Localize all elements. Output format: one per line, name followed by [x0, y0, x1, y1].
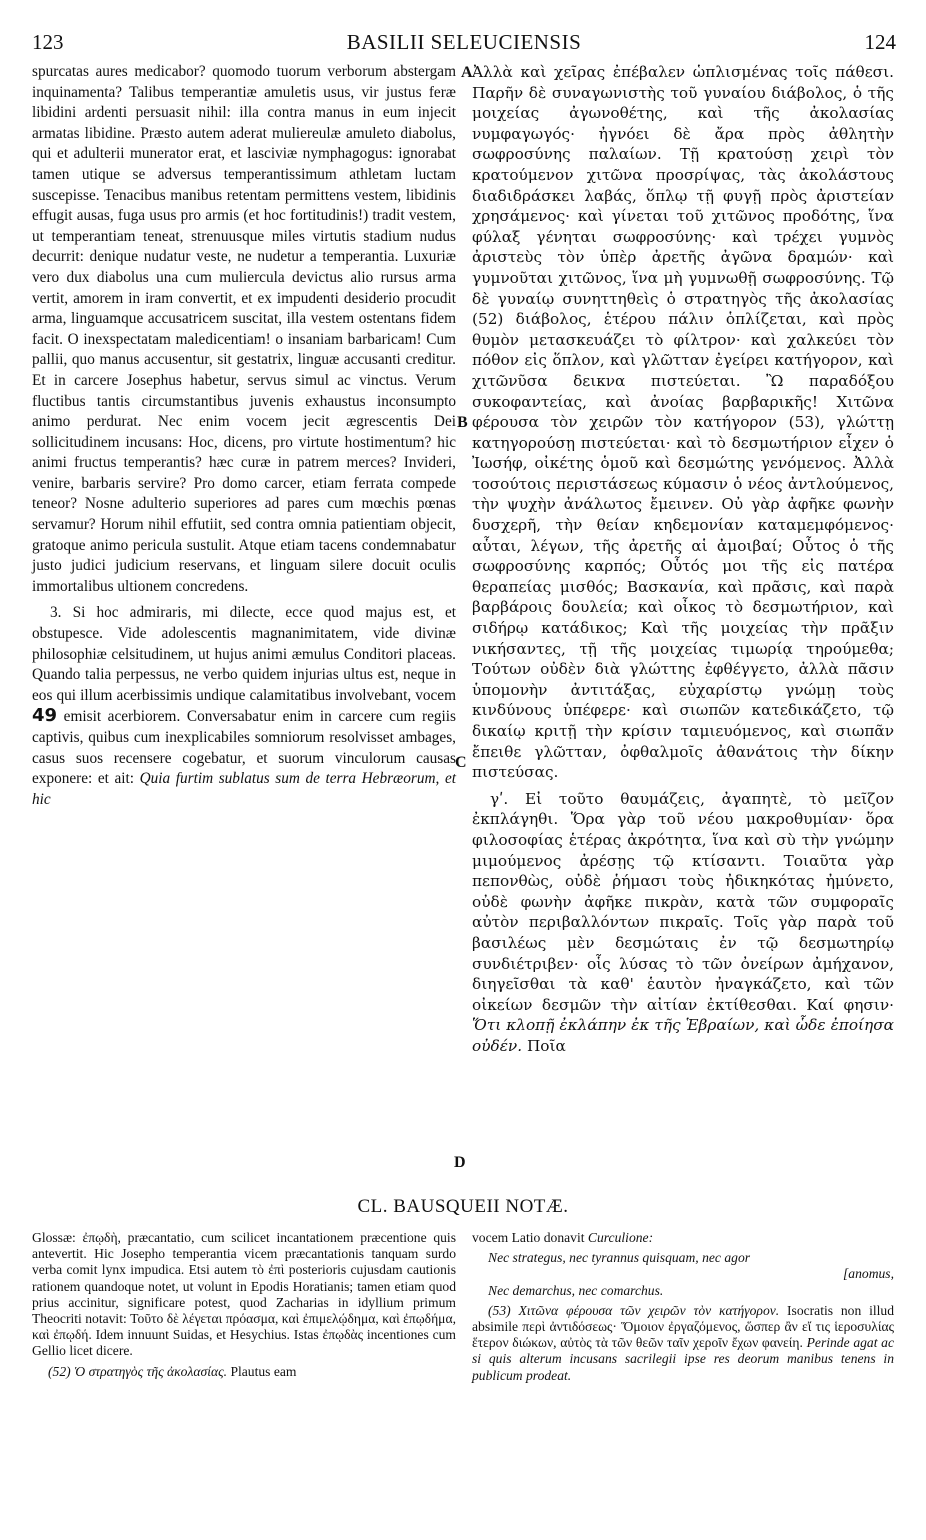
latin-paragraph-1: spurcatas aures medicabor? quomodo tuorum verborum abstergam inquinamenta? Talibus temperantiæ amuletis usus, vir justus feræ libidini ardenti persuasit nihil: illa contra manus in eum injecit armatas libidine. Præsto autem aderat muliereulæ amuleto diabolus, qui et adulterii munerator erat, et lasciviæ nymphagogus: ignorabat tamen utique se adversus temperantissimum athletam luctam suscepisse. Tenacibus manibus retentam permittens vestem, libidinis effugit ausas, fuga usus pro armis (et hoc fortitudinis!) tradit vestem, ut temperantiam teneat, strenuusque miles virtutis stadium nudus decurrit: denique nudatur veste, ne nudetur a temperantia. Luxuriæ vero dux diabolus una cum muliercula devictus alio rursus arma vertit, amorem in iram convertit, et ex impudenti desiderio procudit arma, linguamque accusatricem suscitat, illa vestem ostentans fidem facit. O inexspectatam maledicentiam! o insaniam barbaricam! Cum pallii, quo manus accusentur, sit gestatrix, linguæ accusanti creditur. Et in carcere Josephus habetur, servus simul ac vinctus. Verum fluctibus tantis circumstantibus juvenis exhaustus inconsumpto animo perdurat. Nec enim vocem jecit ægrescentis Dei sollicitudinem incusans: Hoc, dicens, pro virtute hostimentum? hic animi fructus temperantis? hæc curæ in patrem merces? Invideri, venire, barbaris servire? Pro domo carcer, etiam ferrata compede teneor? Nosne adulterio superiores ad pares cum mœchis pœnas servamur? Horum nihil effutiit, sed contra omnia patientiam objecit, gratoque animo pericula sustulit. Atque etiam tacens condemnabatur justo judici judicium reservans, et linguam silere docuit oculis immortalibus ultionem concredens.: [32, 63, 456, 595]
greek-p3-start: γʹ. Εἰ τοῦτο θαυμάζεις, ἀγαπητὲ, τὸ μεῖζον ἐκπλάγηθι. Ὅρα γὰρ τοῦ νέου μακροθυμίαν· ὅρα φιλοσοφίας ἑτέρας ἀκρότητα, ἵνα καὶ σὺ τὴν γνώμην μιμούμενος ἀρέσῃς τῷ κτίσαντι. Τοιαῦτα γὰρ πεπονθὼς, οὐδὲ ῥήμασι τοὺς ἠδικηκότας ἠμύνετο, οὐδὲ φωνὴν ἀφῆκε πικρὰν, κατὰ τῶν συμφοραῖς αὐτὸν περιβαλλόντων πικραῖς. Τοῖς γὰρ παρὰ τοῦ βασιλέως μὲν δεσμώταις ἐν τῷ δεσμωτηρίῳ συνδιέτριβεν· οἷς λύσας τὸ τῶν ὀνείρων ἀμήχανον, διηγεῖσθαι τὰ καθ' ἑαυτὸν ἠναγκάζετο, καὶ τῶν οἰκείων δεσμῶν τὴν αἰτίαν ἐκτίθεσθαι. Καί φησιν·: [472, 789, 894, 1014]
notes-heading: CL. BAUSQUEII NOTÆ.: [357, 1196, 569, 1217]
latin-column: [32, 62, 456, 810]
margin-letter-c: C: [455, 754, 467, 771]
note-glossae: Glossæ: ἐπῳδὴ, præcantatio, cum scilicet incantationem præcentione quis antevertit. Hic Josepho temperantia vicem præcantationis tanquam surdo verba comit lynx impudica. Etsi autem τὸ ἐπὶ posterioris cujusdam cautionis rationem quandoque notet, ut volunt in Epodis Horatianis; tamen etiam quod prius accinitur, significare potest, quod Zacharias in idyllium primum Theocriti notavit: Τοῦτο δὲ λέγεται πρόασμα, καὶ ἐπιμελῴδημα, καὶ ἐπῳδήμα, καὶ ἐπῳδή. Idem innuunt Suidas, et Hesychius. Istas ἐπῳδὰς incentiones cum Gellio licet dicere.: [32, 1230, 456, 1359]
right-page-number: 124: [864, 30, 896, 54]
note-53-italic: Perinde agat ac si quis alterum incusans sacrilegii ipse res deorum manibus tenens in publicum prodeat.: [472, 1335, 894, 1383]
note-52-text: Plautus eam: [230, 1363, 297, 1379]
verse-line-1-overflow: [anomus,: [843, 1266, 894, 1282]
latin-p3-mid: emisit acerbiorem. Conversabatur enim in carcere cum regiis captivis, quibus cum inexplicabiles somniorum resolvisset ambages, casus suos recensere cogebatur, et suorum vinculorum causas exponere: et ait:: [32, 708, 457, 788]
latin-p3-start: 3. Si hoc admiraris, mi dilecte, ecce quod majus est, et obstupesce. Vide adolescentis magnanimitatem, vide divinæ philosophiæ celsitudinem, ut hujus animi æmulus Conditori placeas. Quando talia perpessus, ne verbo quidem injurias ultus est, neque in eos qui illum acerbissimis undique calamitatibus involvebant, vocem: [32, 604, 456, 704]
margin-letter-a: A: [461, 64, 473, 81]
note-52-cont-italic: Curculione:: [587, 1230, 654, 1245]
note-52-label: (52) Ὁ στρατηγὸς τῆς ἀκολασίας.: [48, 1363, 228, 1379]
note-52: [32, 1364, 456, 1380]
column-number-49: 49: [32, 705, 58, 727]
verse-line-2: Nec demarchus, nec comarchus.: [488, 1282, 664, 1298]
greek-paragraph-3: [472, 789, 894, 1057]
note-52-cont-text: vocem Latio donavit: [472, 1230, 585, 1245]
notes-left-column: [32, 1230, 456, 1380]
latin-quote: Quia furtim sublatus sum de terra Hebræorum, et hic: [32, 770, 456, 808]
note-53-label: (53) Χιτῶνα φέρουσα τῶν χειρῶν τὸν κατήγορον.: [488, 1302, 780, 1318]
left-page-number: 123: [32, 30, 64, 54]
note-52-continuation: [472, 1230, 894, 1246]
greek-p3-end: Ποῖα: [526, 1036, 566, 1055]
running-title: BASILII SELEUCIENSIS: [346, 30, 582, 54]
margin-letter-b: B: [457, 414, 468, 431]
greek-paragraph-1: Ἀλλὰ καὶ χεῖρας ἐπέβαλεν ὡπλισμένας τοῖς πάθεσι. Παρῆν δὲ συναγωνιστὴς τοῦ γυναίου διάβολος, ὁ τῆς μοιχείας ἀγωνοθέτης, καὶ τῆς ἀκολασίας νυμφαγωγός· ἠγνόει δὲ ἄρα πρὸς ἀθλητὴν σωφροσύνης παλαίων. Τῇ κρατούσῃ χειρὶ τὸν κρατούμενον χιτῶνα προσρίψας, τὰς ἀκολάστους διαδιδράσκει λαβάς, ὅπλῳ τῇ φυγῇ πρὸς ἀριστείαν χρησάμενος· καὶ γίνεται τοῦ χιτῶνος προδότης, ἵνα φύλαξ γένηται σωφροσύνης· καὶ τρέχει γυμνὸς ἀριστεὺς τὸν ὑπὲρ ἀρετῆς ἀγῶνα δραμών· καὶ γυμνοῦται χιτῶνος, ἵνα μὴ γυμνωθῇ σωφροσύνης. Τῷ δὲ γυναίῳ συνηττηθεὶς ὁ στρατηγὸς τῆς ἀκολασίας (52) διάβολος, ἑτέρου πάλιν ὁπλίζεται, καὶ πρὸς θυμὸν μετασκευάζει τὸ φίλτρον· καὶ χαλκεύει τὸν πόθον εἰς ὅπλον, καὶ γλῶτταν ἐγείρει κατήγορον, καὶ χιτῶνῦσα δεικνα πιστεύεται. Ὢ παραδόξου συκοφαντείας, καὶ ἀνοίας βαρβαρικῆς! Χιτῶνα φέρουσα τὸν χειρῶν τὸν κατήγορον (53), γλώττῃ κατηγορούσῃ πιστεύεται· καὶ τὸ δεσμωτήριον εἶχεν ὁ Ἰωσήφ, οἰκέτης ὁμοῦ καὶ δεσμώτης γενόμενος. Ἀλλὰ τοσούτοις περιστάσεως κύμασιν ὁ νέος ἀντλούμενος, τὴν ψυχὴν ἀνάλωτος ἔμεινεν. Οὐ γὰρ ἀφῆκε φωνὴν δυσχερῆ, τὴν θείαν κηδεμονίαν καταμεμφόμενος· αὗται, λέγων, τῆς ἀρετῆς αἱ ἀμοιβαί; Οὗτος ὁ τῆς σωφροσύνης καρπός; Οὗτός μοι τῆς εἰς πατέρα θεραπείας μισθός; Βασκανία, καὶ πρᾶσις, καὶ παρὰ βαρβάροις δουλεία; καὶ οἶκος τὸ δεσμωτήριον, καὶ σιδήρῳ κατάδικος; Καὶ τῆς μοιχείας τὴν πρᾶξιν νικήσαντες, τῇ τῆς μοιχείας τιμωρίᾳ τηρούμεθα; Τούτων οὐδὲν διὰ γλώττης ἐφθέγγετο, ἀλλὰ πᾶσιν ὑπομονὴν ἀντιτάξας, εὐχαρίστῳ γνώμῃ τοὺς κινδύνους ὑπέφερε· καὶ σιωπῶν κατεδικάζετο, τῷ δικαίῳ κριτῇ τὴν κρίσιν ταμιευόμενος, καὶ σιωπᾶν ἔπειθε γλῶτταν, ὀφθαλμοῖς ἀθανάτοις τὴν δίκην πιστεύσας.: [472, 63, 894, 782]
greek-column: [472, 62, 894, 1057]
note-53-text: Isocratis non illud absimile περὶ ἀντιδόσεως· Ὅμοιον ἐργαζόμενος, ὥσπερ ἂν εἴ τις ἱεροσυλίας ἕτερον διώκων, αὐτὸς τὰ τῶν θεῶν ταῖν χεροῖν ἔχων φανείη.: [472, 1302, 894, 1351]
running-header: [32, 26, 896, 56]
greek-quote: Ὅτι κλοπῇ ἐκλάπην ἐκ τῆς Ἑβραίων, καὶ ὧδε ἐποίησα οὐδέν.: [472, 1016, 894, 1055]
plautus-verse: [472, 1250, 894, 1299]
note-53: [472, 1303, 894, 1384]
verse-line-1: Nec strategus, nec tyrannus quisquam, nec agor: [488, 1250, 751, 1266]
notes-right-column: [472, 1230, 894, 1384]
latin-paragraph-3: [32, 603, 456, 810]
margin-letter-d: D: [454, 1154, 466, 1171]
